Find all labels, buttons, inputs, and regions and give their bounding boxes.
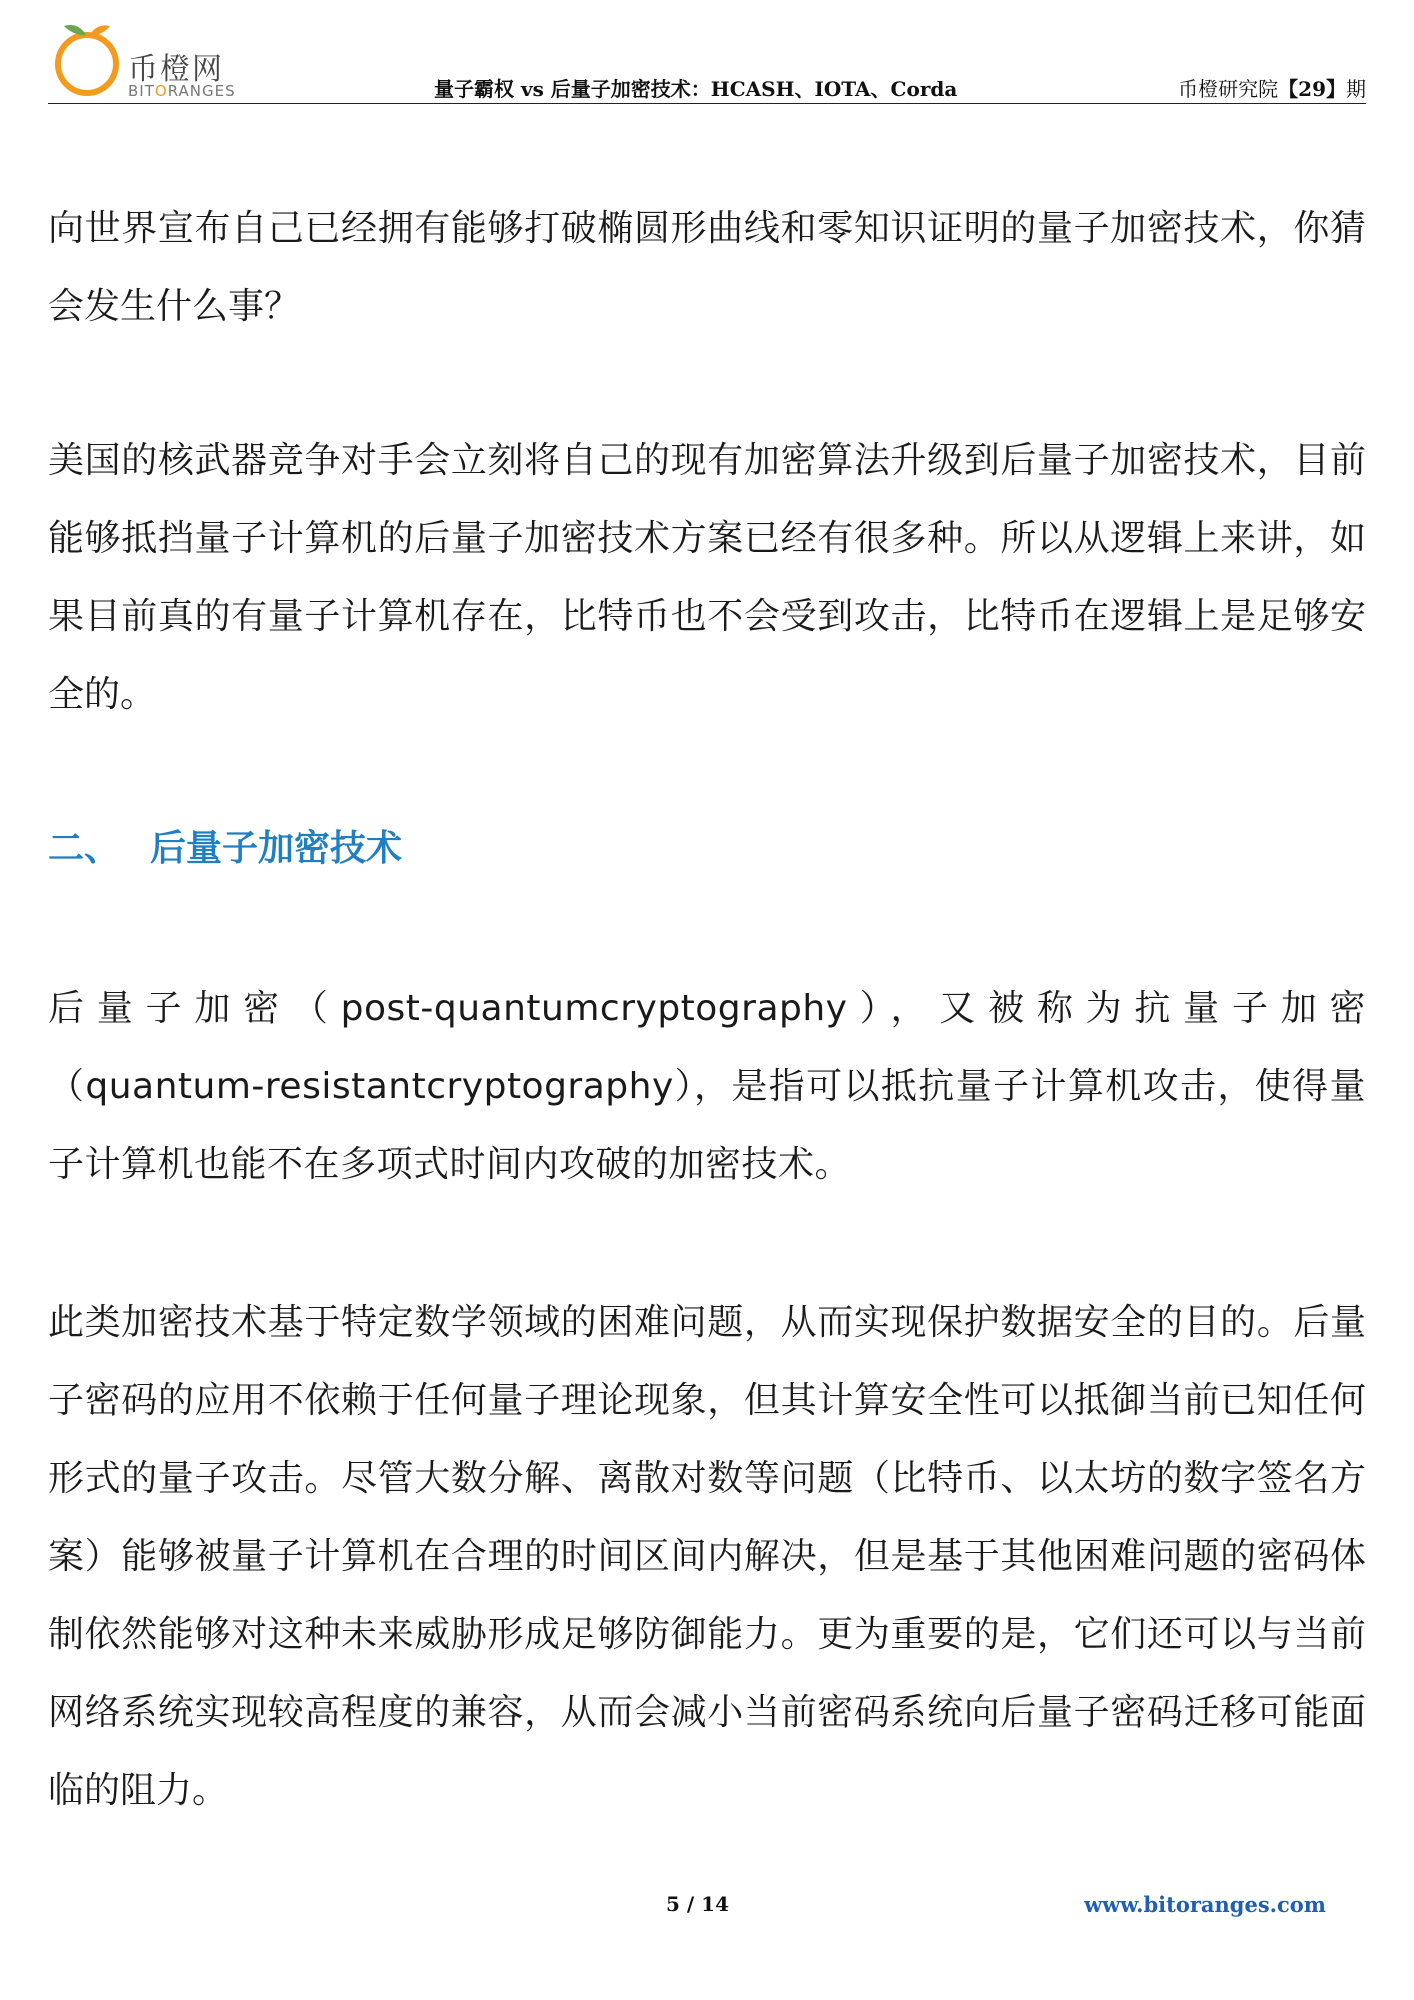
footer-url-link[interactable]: www.bitoranges.com <box>1084 1892 1326 1917</box>
paragraph-4: 此类加密技术基于特定数学领域的困难问题，从而实现保护数据安全的目的。后量子密码的应用不依赖于任何量子理论现象，但其计算安全性可以抵御当前已知任何形式的量子攻击。尽管大数分解、离散对数等问题（比特币、以太坊的数字签名方案）能够被量子计算机在合理的时间区间内解决，但是基于其他困难问题的密码体制依然能够对这种未来威胁形成足够防御能力。更为重要的是，它们还可以与当前网络系统实现较高程度的兼容，从而会减小当前密码系统向后量子密码迁移可能面临的阻力。 <box>48 1302 1366 1811</box>
paragraph-2: 美国的核武器竞争对手会立刻将自己的现有加密算法升级到后量子加密技术，目前能够抵挡量子计算机的后量子加密技术方案已经有很多种。所以从逻辑上来讲，如果目前真的有量子计算机存在，比特币也不会受到攻击，比特币在逻辑上是足够安全的。 <box>48 440 1366 715</box>
section-number: 二、 <box>48 828 121 869</box>
header-divider <box>48 103 1366 104</box>
section-heading <box>48 820 402 871</box>
logo-english-text: BITORANGES <box>128 82 236 100</box>
paragraph-3: 后量子加密（post-quantumcryptography），又被称为抗量子加密（quantum-resistantcryptography），是指可以抵抗量子计算机攻击，使得量子计算机也能不在多项式时间内攻破的加密技术。 <box>48 988 1366 1185</box>
header-title: 量子霸权 vs 后量子加密技术：HCASH、IOTA、Corda <box>434 77 958 101</box>
orange-logo-icon <box>50 18 130 100</box>
section-title: 后量子加密技术 <box>150 828 403 869</box>
page-header <box>48 14 1366 104</box>
logo-chinese-text: 币橙网 <box>128 52 224 87</box>
header-issue: 币橙研究院【29】期 <box>1178 77 1366 101</box>
page-number: 5 / 14 <box>666 1892 729 1916</box>
paragraph-1: 向世界宣布自己已经拥有能够打破椭圆形曲线和零知识证明的量子加密技术，你猜会发生什么事？ <box>48 208 1366 327</box>
bitoranges-logo <box>48 14 278 104</box>
